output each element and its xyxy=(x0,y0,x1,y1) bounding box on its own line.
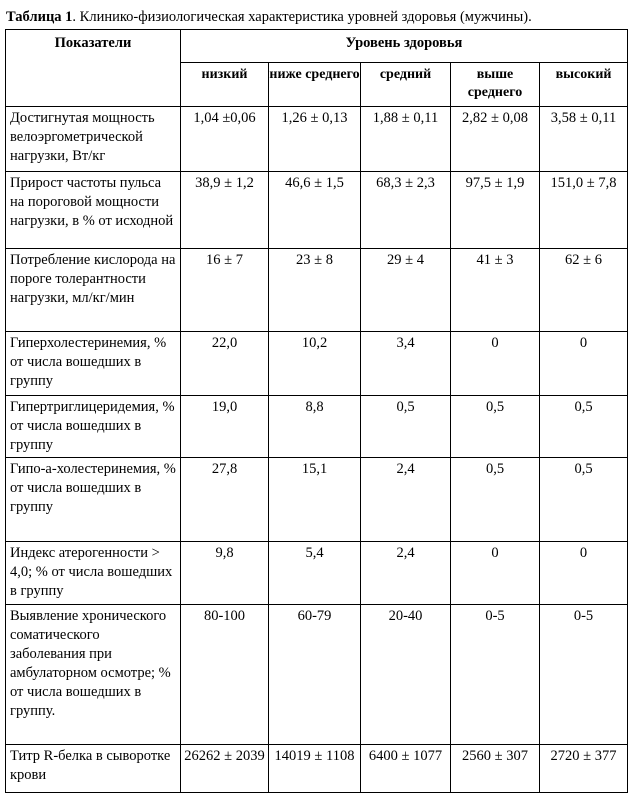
row-value-cell: 22,0 xyxy=(181,332,269,396)
row-value-cell: 3,4 xyxy=(361,332,451,396)
row-value-cell: 97,5 ± 1,9 xyxy=(451,172,540,249)
row-value-cell: 2,82 ± 0,08 xyxy=(451,107,540,172)
header-health-level: Уровень здоровья xyxy=(181,30,628,63)
row-value-cell: 60-79 xyxy=(269,605,361,745)
row-value-cell: 16 ± 7 xyxy=(181,249,269,332)
row-value-cell: 1,26 ± 0,13 xyxy=(269,107,361,172)
row-value-cell: 26262 ± 2039 xyxy=(181,745,269,793)
table-row xyxy=(6,396,628,458)
header-indicators: Показатели xyxy=(6,30,181,107)
row-value-cell: 0,5 xyxy=(540,458,628,542)
row-value-cell: 29 ± 4 xyxy=(361,249,451,332)
table-row xyxy=(6,745,628,793)
row-value-cell: 2,4 xyxy=(361,542,451,605)
row-indicator-name: Прирост частоты пульса на пороговой мощности нагрузки, в % от исходной xyxy=(6,172,181,249)
row-value-cell: 9,8 xyxy=(181,542,269,605)
row-value-cell: 46,6 ± 1,5 xyxy=(269,172,361,249)
row-indicator-name: Потребление кислорода на пороге толерантности нагрузки, мл/кг/мин xyxy=(6,249,181,332)
table-row xyxy=(6,332,628,396)
row-value-cell: 19,0 xyxy=(181,396,269,458)
table-row xyxy=(6,172,628,249)
header-col-low: низкий xyxy=(181,63,269,107)
row-value-cell: 20-40 xyxy=(361,605,451,745)
table-row xyxy=(6,542,628,605)
row-value-cell: 0,5 xyxy=(451,458,540,542)
row-value-cell: 6400 ± 1077 xyxy=(361,745,451,793)
row-value-cell: 1,88 ± 0,11 xyxy=(361,107,451,172)
row-value-cell: 2,4 xyxy=(361,458,451,542)
row-value-cell: 0,5 xyxy=(540,396,628,458)
row-indicator-name: Титр R-белка в сыворотке крови xyxy=(6,745,181,793)
row-value-cell: 68,3 ± 2,3 xyxy=(361,172,451,249)
table-caption-label: Таблица 1 xyxy=(6,9,73,25)
row-value-cell: 41 ± 3 xyxy=(451,249,540,332)
row-value-cell: 15,1 xyxy=(269,458,361,542)
row-value-cell: 5,4 xyxy=(269,542,361,605)
health-levels-table xyxy=(5,29,628,793)
header-col-below-average: ниже среднего xyxy=(269,63,361,107)
row-value-cell: 23 ± 8 xyxy=(269,249,361,332)
header-col-high: высокий xyxy=(540,63,628,107)
table-caption-text: . Клинико-физиологическая характеристика уровней здоровья (мужчины). xyxy=(72,9,532,25)
row-value-cell: 62 ± 6 xyxy=(540,249,628,332)
table-caption xyxy=(6,8,532,26)
row-indicator-name: Достигнутая мощность велоэргометрической нагрузки, Вт/кг xyxy=(6,107,181,172)
row-value-cell: 3,58 ± 0,11 xyxy=(540,107,628,172)
table-row xyxy=(6,107,628,172)
row-indicator-name: Гиперхолестеринемия, % от числа вошедших в группу xyxy=(6,332,181,396)
row-value-cell: 80-100 xyxy=(181,605,269,745)
row-value-cell: 0 xyxy=(451,542,540,605)
table-row xyxy=(6,249,628,332)
row-value-cell: 0,5 xyxy=(361,396,451,458)
row-value-cell: 27,8 xyxy=(181,458,269,542)
row-value-cell: 10,2 xyxy=(269,332,361,396)
row-value-cell: 0-5 xyxy=(540,605,628,745)
table-row xyxy=(6,458,628,542)
row-indicator-name: Гипертриглицеридемия, % от числа вошедших в группу xyxy=(6,396,181,458)
row-value-cell: 0,5 xyxy=(451,396,540,458)
row-indicator-name: Индекс атерогенности > 4,0; % от числа вошедших в группу xyxy=(6,542,181,605)
row-indicator-name: Гипо-а-холестеринемия, % от числа вошедших в группу xyxy=(6,458,181,542)
table-row xyxy=(6,605,628,745)
header-col-above-average: выше среднего xyxy=(451,63,540,107)
row-value-cell: 2720 ± 377 xyxy=(540,745,628,793)
row-value-cell: 2560 ± 307 xyxy=(451,745,540,793)
row-value-cell: 0 xyxy=(540,332,628,396)
row-value-cell: 1,04 ±0,06 xyxy=(181,107,269,172)
header-col-average: средний xyxy=(361,63,451,107)
row-value-cell: 0 xyxy=(451,332,540,396)
row-value-cell: 38,9 ± 1,2 xyxy=(181,172,269,249)
row-value-cell: 14019 ± 1108 xyxy=(269,745,361,793)
row-value-cell: 151,0 ± 7,8 xyxy=(540,172,628,249)
row-value-cell: 0-5 xyxy=(451,605,540,745)
row-value-cell: 8,8 xyxy=(269,396,361,458)
row-indicator-name: Выявление хронического соматического заболевания при амбулаторном осмотре; % от числа вошедших в группу. xyxy=(6,605,181,745)
row-value-cell: 0 xyxy=(540,542,628,605)
